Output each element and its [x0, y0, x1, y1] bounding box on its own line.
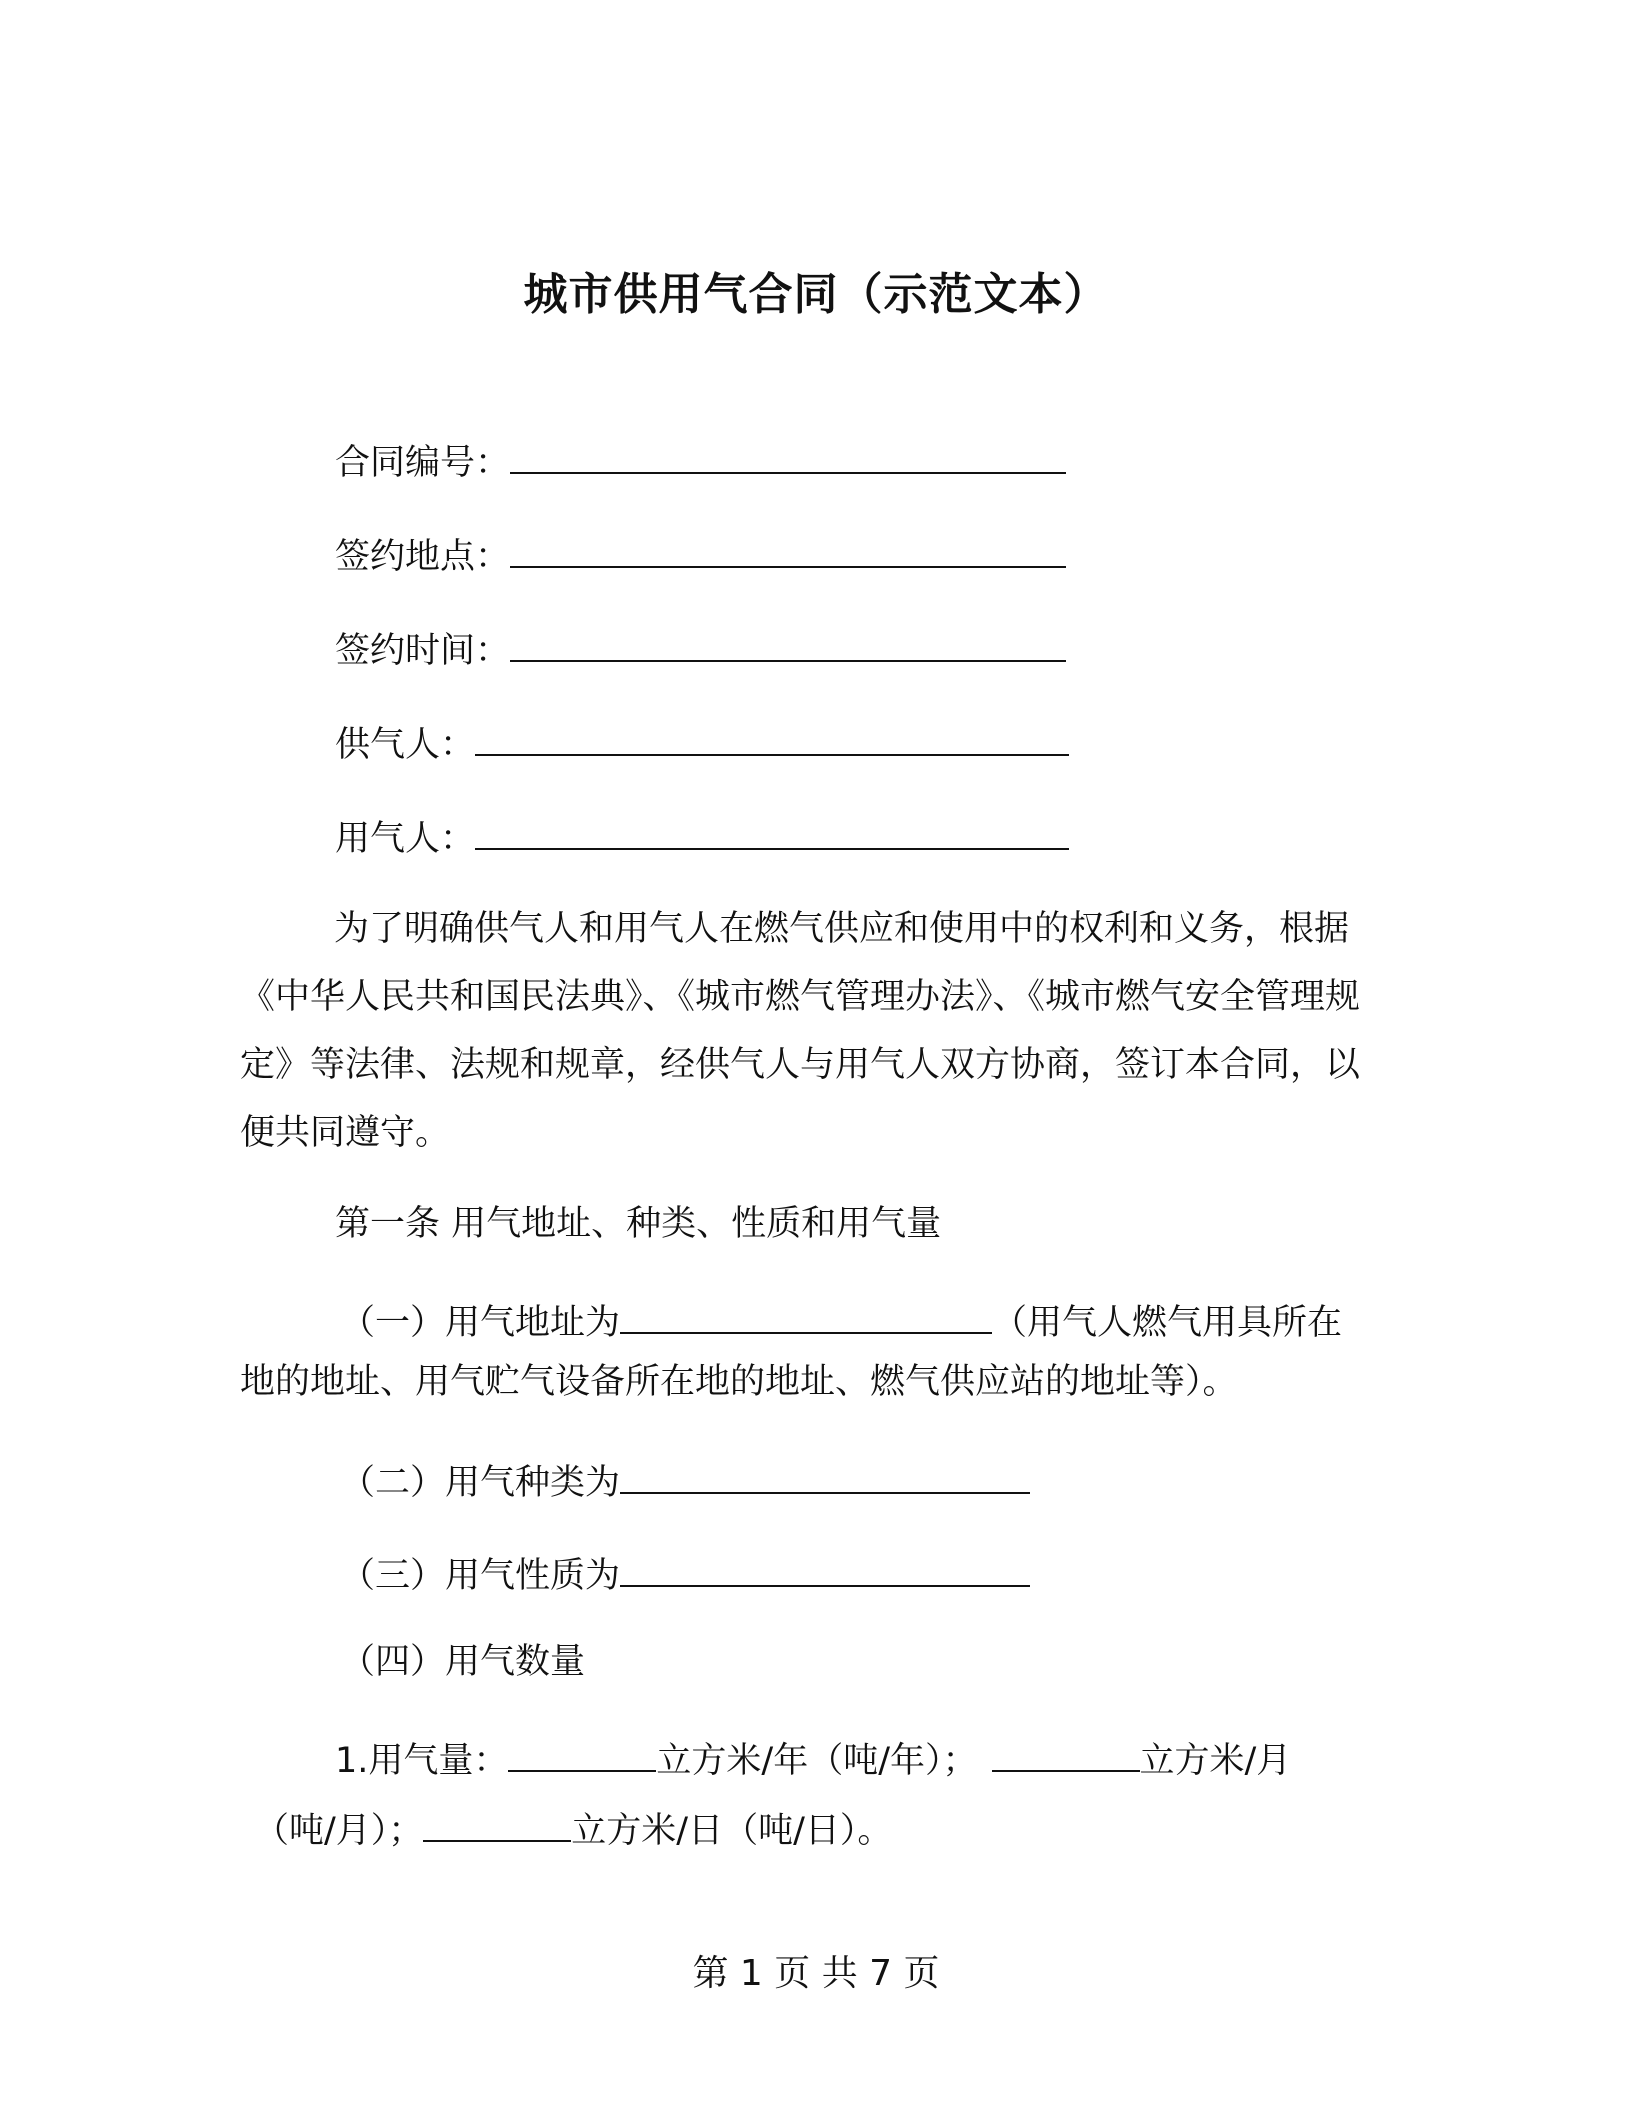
blank-line[interactable]	[475, 714, 1069, 756]
quantity-year-unit: 立方米/年（吨/年）；	[656, 1741, 978, 1781]
blank-line[interactable]	[620, 1452, 1030, 1494]
article-1-heading: 第一条 用气地址、种类、性质和用气量	[335, 1204, 942, 1244]
item-3-label: （三）用气性质为	[340, 1556, 621, 1596]
field-label: 合同编号：	[335, 443, 511, 483]
blank-line[interactable]	[508, 1730, 656, 1772]
field-label: 供气人：	[335, 725, 476, 765]
field-label: 签约时间：	[335, 631, 511, 671]
page-footer: 第 1 页 共 7 页	[692, 1953, 940, 1994]
blank-line[interactable]	[510, 432, 1066, 474]
quantity-line-2	[254, 1800, 892, 1855]
document-title: 城市供用气合同（示范文本）	[523, 269, 1109, 320]
quantity-day-unit: 立方米/日（吨/日）。	[571, 1811, 893, 1851]
article-1-item-1	[340, 1292, 1342, 1347]
field-signing-place	[335, 526, 1066, 581]
blank-line[interactable]	[475, 808, 1069, 850]
item-1-suffix: （用气人燃气用具所在	[992, 1303, 1343, 1343]
blank-line[interactable]	[620, 1545, 1030, 1587]
quantity-month-unit: 立方米/月	[1139, 1741, 1292, 1781]
article-1-item-1-cont: 地的地址、用气贮气设备所在地的地址、燃气供应站的地址等）。	[240, 1362, 1238, 1402]
article-1-item-2	[340, 1452, 1030, 1507]
item-1-prefix: （一）用气地址为	[340, 1303, 621, 1343]
field-label: 签约地点：	[335, 537, 511, 577]
blank-line[interactable]	[510, 526, 1066, 568]
quantity-month-cont: （吨/月）；	[254, 1811, 424, 1851]
quantity-line-1	[335, 1730, 1291, 1785]
blank-line[interactable]	[620, 1292, 992, 1334]
article-1-item-4: （四）用气数量	[340, 1642, 586, 1682]
field-contract-number	[335, 432, 1066, 487]
blank-line[interactable]	[423, 1800, 571, 1842]
blank-line[interactable]	[510, 620, 1066, 662]
field-signing-time	[335, 620, 1066, 675]
item-2-label: （二）用气种类为	[340, 1463, 621, 1503]
field-user	[335, 808, 1069, 863]
article-1-item-3	[340, 1545, 1030, 1600]
intro-paragraph: 为了明确供气人和用气人在燃气供应和使用中的权利和义务，根据《中华人民共和国民法典》、《城市燃气管理办法》、《城市燃气安全管理规定》等法律、法规和规章，经供气人与用气人双方协商，签订本合同，以便共同遵守。	[240, 909, 1361, 1153]
blank-line[interactable]	[992, 1730, 1140, 1772]
field-supplier	[335, 714, 1069, 769]
quantity-prefix: 1.用气量：	[335, 1741, 509, 1781]
field-label: 用气人：	[335, 819, 476, 859]
